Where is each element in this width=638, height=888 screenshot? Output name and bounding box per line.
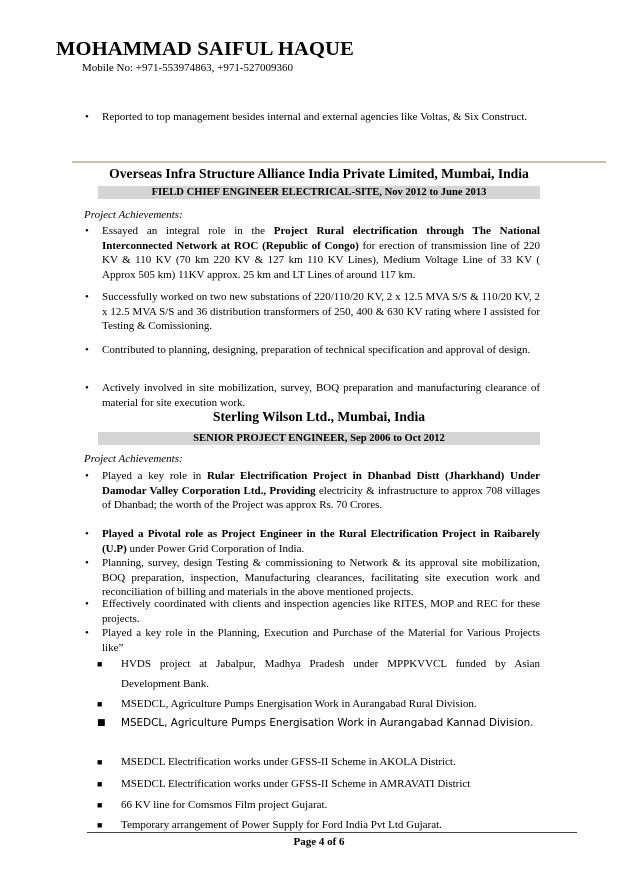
company-heading-1: Overseas Infra Structure Alliance India Private Limited, Mumbai, India <box>109 166 529 181</box>
square-bullet-icon: ■ <box>97 699 103 709</box>
divider <box>72 161 606 163</box>
list-item: • Played a key role in Rular Electrification Project in Dhanbad Distt (Jharkhand) Under Damodar Valley Corporation Ltd., Providing electricity & infrastructure to approx 708 villages of Dhanbad; the worth of the Project was approx Rs. 70 Crores. <box>85 470 541 511</box>
square-bullet-icon: ■ <box>97 800 103 810</box>
square-bullet-icon: ■ <box>97 718 106 728</box>
bullet-icon: • <box>85 382 89 394</box>
bullet-icon: • <box>85 344 89 356</box>
intro-bullet: • Reported to top management besides internal and external agencies like Voltas, & Six Construct. <box>85 111 528 123</box>
list-item: • Effectively coordinated with clients and inspection agencies like RITES, MOP and REC for these projects. <box>85 598 540 625</box>
square-bullet-icon: ■ <box>97 820 103 830</box>
candidate-name: MOHAMMAD SAIFUL HAQUE <box>56 38 355 60</box>
list-item: • Planning, survey, design Testing & commissioning to Network & its approval site mobilization, BOQ preparation, inspection, Manufacturing clearances, facilitating site execution work and reconciliation of billing and materials in the above mentioned projects. <box>85 557 540 598</box>
bullet-icon: • <box>85 291 89 303</box>
square-bullet-icon: ■ <box>97 659 103 669</box>
sub-list-item: ■ MSEDCL Electrification works under GFSS-II Scheme in AKOLA District. <box>121 752 540 772</box>
mobile-numbers: Mobile No: +971-553974863, +971-527009360 <box>82 62 294 74</box>
achievements-label-2: Project Achievements: <box>84 453 183 465</box>
sub-list-item: ■ MSEDCL, Agriculture Pumps Energisation Work in Aurangabad Rural Division. <box>121 694 540 714</box>
list-item: • Played a key role in the Planning, Execution and Purchase of the Material for Various Projects like” <box>85 627 540 654</box>
role-bar-2: SENIOR PROJECT ENGINEER, Sep 2006 to Oct 2012 <box>98 432 540 445</box>
role-bar-1: FIELD CHIEF ENGINEER ELECTRICAL-SITE, Nov 2012 to June 2013 <box>98 186 540 199</box>
list-item: • Contributed to planning, designing, preparation of technical specification and approval of design. <box>85 344 531 356</box>
square-bullet-icon: ■ <box>97 757 103 767</box>
list-item: • Played a Pivotal role as Project Engineer in the Rural Electrification Project in Raibarely (U.P) under Power Grid Corporation of India. <box>85 528 540 555</box>
square-bullet-icon: ■ <box>97 779 103 789</box>
achievements-label-1: Project Achievements: <box>84 209 183 221</box>
sub-list-item: ■ Temporary arrangement of Power Supply for Ford India Pvt Ltd Gujarat. <box>121 815 540 835</box>
company-heading-2: Sterling Wilson Ltd., Mumbai, India <box>212 409 426 424</box>
sub-list-item: ■ MSEDCL Electrification works under GFSS-II Scheme in AMRAVATI District <box>121 774 540 794</box>
sub-list-item: ■ 66 KV line for Comsmos Film project Gujarat. <box>121 795 540 815</box>
bullet-icon: • <box>85 470 89 482</box>
bullet-icon: • <box>85 111 89 123</box>
bullet-icon: • <box>85 627 89 639</box>
footer-rule <box>87 832 577 833</box>
list-item: • Essayed an integral role in the Project Rural electrification through The National Interconnected Network at ROC (Republic of Congo) for erection of transmission line of 220 KV & 110 KV (70 km 220 KV & 127 km 110 KV Lines), Medium Voltage Line of 33 KV ( Approx 505 km) 11KV approx. 25 km and LT Lines of around 117 km. <box>85 225 540 281</box>
list-item: • Successfully worked on two new substations of 220/110/20 KV, 2 x 12.5 MVA S/S & 110/20 KV, 2 x 12.5 MVA S/S and 36 distribution transformers of 250, 400 & 630 KV rating where I assisted for Testing & Comissioning. <box>85 291 540 332</box>
bullet-icon: • <box>85 528 89 540</box>
bullet-icon: • <box>85 557 89 569</box>
page-number: Page 4 of 6 <box>293 836 345 848</box>
sub-list-item: ■ HVDS project at Jabalpur, Madhya Pradesh under MPPKVVCL funded by Asian Development Bank. <box>121 654 540 694</box>
bullet-icon: • <box>85 225 89 237</box>
list-item: • Actively involved in site mobilization, survey, BOQ preparation and manufacturing clearance of material for site execution work. <box>85 382 540 409</box>
bullet-icon: • <box>85 598 89 610</box>
sub-list-item: ■ MSEDCL, Agriculture Pumps Energisation Work in Aurangabad Kannad Division. <box>121 713 540 733</box>
